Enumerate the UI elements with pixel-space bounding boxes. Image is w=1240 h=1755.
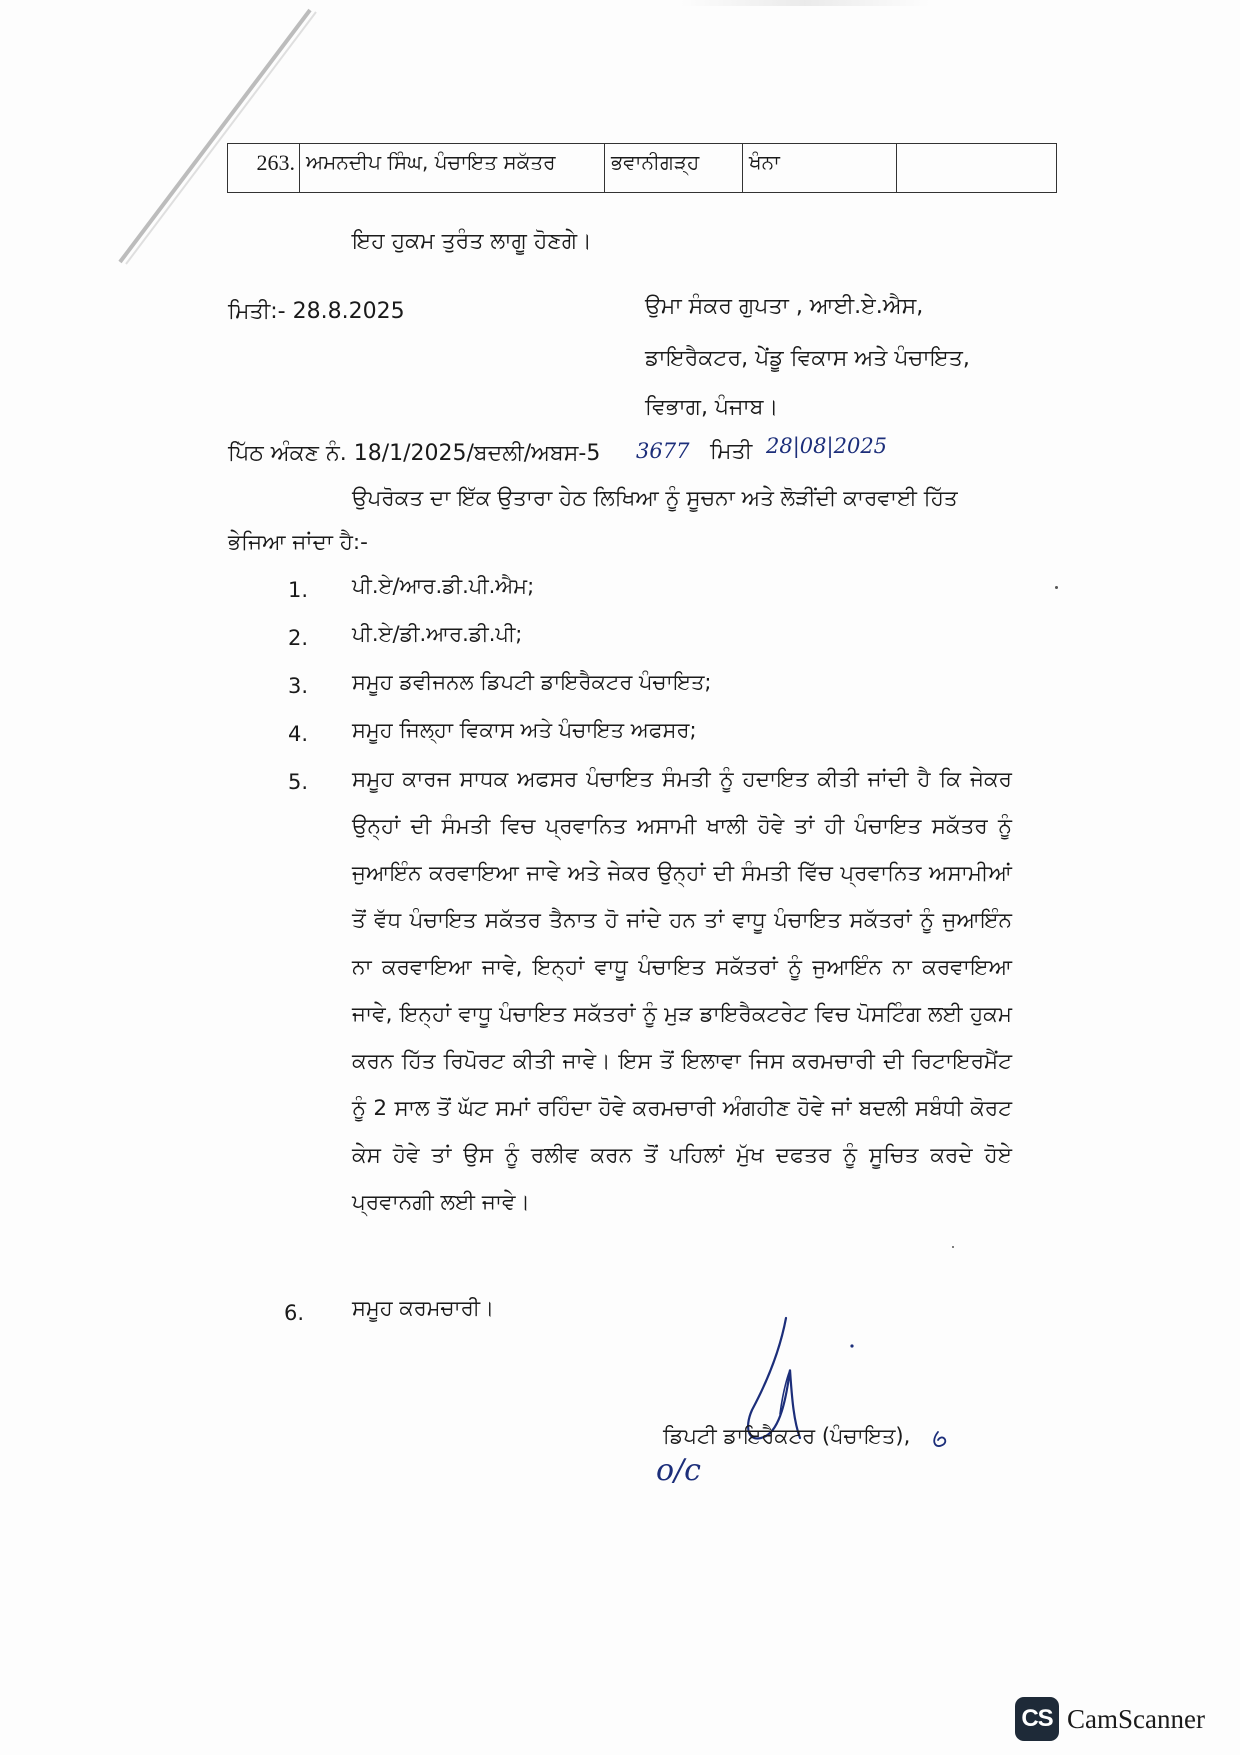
recipient-instruction-paragraph: ਸਮੂਹ ਕਾਰਜ ਸਾਧਕ ਅਫਸਰ ਪੰਚਾਇਤ ਸੰਮਤੀ ਨੂੰ ਹਦਾਇਤ ਕੀਤੀ ਜਾਂਦੀ ਹੈ ਕਿ ਜੇਕਰ ਉਨ੍ਹਾਂ ਦੀ ਸੰਮਤੀ ਵਿਚ ਪ੍ਰਵਾਨਿਤ ਅਸਾਮੀ ਖਾਲੀ ਹੋਵੇ ਤਾਂ ਹੀ ਪੰਚਾਇਤ ਸਕੱਤਰ ਨੂੰ ਜੁਆਇੰਨ ਕਰਵਾਇਆ ਜਾਵੇ ਅਤੇ ਜੇਕਰ ਉਨ੍ਹਾਂ ਦੀ ਸੰਮਤੀ ਵਿੱਚ ਪ੍ਰਵਾਨਿਤ ਅਸਾਮੀਆਂ ਤੋਂ ਵੱਧ ਪੰਚਾਇਤ ਸਕੱਤਰ ਤੈਨਾਤ ਹੋ ਜਾਂਦੇ ਹਨ ਤਾਂ ਵਾਧੂ ਪੰਚਾਇਤ ਸਕੱਤਰਾਂ ਨੂੰ ਜੁਆਇੰਨ ਨਾ ਕਰਵਾਇਆ ਜਾਵੇ, ਇਨ੍ਹਾਂ ਵਾਧੂ ਪੰਚਾਇਤ ਸਕੱਤਰਾਂ ਨੂੰ ਜੁਆਇੰਨ ਨਾ ਕਰਵਾਇਆ ਜਾਵੇ, ਇਨ੍ਹਾਂ ਵਾਧੂ ਪੰਚਾਇਤ ਸਕੱਤਰਾਂ ਨੂੰ ਮੁੜ ਡਾਇਰੈਕਟਰੇਟ ਵਿਚ ਪੋਸਟਿੰਗ ਲਈ ਹੁਕਮ ਕਰਨ ਹਿੱਤ ਰਿਪੋਰਟ ਕੀਤੀ ਜਾਵੇ। ਇਸ ਤੋਂ ਇਲਾਵਾ ਜਿਸ ਕਰਮਚਾਰੀ ਦੀ ਰਿਟਾਇਰਮੈਂਟ ਨੂੰ 2 ਸਾਲ ਤੋਂ ਘੱਟ ਸਮਾਂ ਰਹਿੰਦਾ ਹੋਵੇ ਕਰਮਚਾਰੀ ਅੰਗਹੀਣ ਹੋਵੇ ਜਾਂ ਬਦਲੀ ਸਬੰਧੀ ਕੋਰਟ ਕੇਸ ਹੋਵੇ ਤਾਂ ਉਸ ਨੂੰ ਰਲੀਵ ਕਰਨ ਤੋਂ ਪਹਿਲਾਂ ਮੁੱਖ ਦਫਤਰ ਨੂੰ ਸੂਚਿਤ ਕਰਦੇ ਹੋਏ ਪ੍ਰਵਾਨਗੀ ਲਈ ਜਾਵੇ। (352, 767, 1012, 1215)
signatory-designation: ਡਾਇਰੈਕਟਰ, ਪੇਂਡੂ ਵਿਕਾਸ ਅਤੇ ਪੰਚਾਇਤ, (645, 346, 970, 371)
closing-designation: ਡਿਪਟੀ ਡਾਇਰੈਕਟਰ (ਪੰਚਾਇਤ), (663, 1424, 911, 1448)
closing-handwritten-mark: o/c (656, 1453, 701, 1488)
table-cell-remarks (897, 144, 1056, 192)
order-date: ਮਿਤੀ:- 28.8.2025 (228, 299, 405, 324)
scan-speck (952, 1246, 954, 1248)
scan-edge-streak (40, 0, 340, 270)
scan-speck (1055, 586, 1058, 589)
recipient-number: 3. (288, 674, 309, 698)
endorsement-date-label: ਮਿਤੀ (710, 439, 753, 464)
recipient-text: ਪੀ.ਏ/ਆਰ.ਡੀ.ਪੀ.ਐਮ; (352, 574, 535, 598)
table-cell-name: ਅਮਨਦੀਪ ਸਿੰਘ, ਪੰਚਾਇਤ ਸਕੱਤਰ (300, 144, 605, 192)
recipient-text: ਪੀ.ਏ/ਡੀ.ਆਰ.ਡੀ.ਪੀ; (352, 622, 523, 646)
recipient-text: ਸਮੂਹ ਕਰਮਚਾਰੀ। (352, 1296, 495, 1320)
order-effective-line: ਇਹ ਹੁਕਮ ਤੁਰੰਤ ਲਾਗੂ ਹੋਣਗੇ। (352, 229, 592, 254)
recipient-number: 4. (288, 722, 309, 746)
table-cell-from: ਭਵਾਨੀਗੜ੍ਹ (605, 144, 743, 192)
signatory-name: ਉਮਾ ਸੰਕਰ ਗੁਪਤਾ , ਆਈ.ਏ.ਐਸ, (645, 294, 924, 319)
intro-line-continued: ਭੇਜਿਆ ਜਾਂਦਾ ਹੈ:- (228, 530, 368, 555)
intro-line: ਉਪਰੋਕਤ ਦਾ ਇੱਕ ਉਤਾਰਾ ਹੇਠ ਲਿਖਿਆ ਨੂੰ ਸੂਚਨਾ ਅਤੇ ਲੋੜੀਂਦੀ ਕਾਰਵਾਈ ਹਿੱਤ (352, 486, 958, 511)
transfer-table-row (227, 143, 1057, 193)
signatory-department: ਵਿਭਾਗ, ਪੰਜਾਬ। (645, 395, 779, 420)
recipient-number: 1. (288, 578, 309, 602)
camscanner-brand-name: CamScanner (1067, 1703, 1205, 1734)
recipient-number: 5. (288, 770, 309, 794)
camscanner-watermark (1015, 1697, 1205, 1741)
recipient-text: ਸਮੂਹ ਜਿਲ੍ਹਾ ਵਿਕਾਸ ਅਤੇ ਪੰਚਾਇਤ ਅਫਸਰ; (352, 718, 697, 742)
endorsement-number: ਪਿੱਠ ਅੰਕਣ ਨੰ. 18/1/2025/ਬਦਲੀ/ਅਬਸ-5 (228, 441, 601, 466)
recipient-text: ਸਮੂਹ ਡਵੀਜਨਲ ਡਿਪਟੀ ਡਾਇਰੈਕਟਰ ਪੰਚਾਇਤ; (352, 670, 712, 694)
camscanner-logo-icon: CS (1015, 1697, 1059, 1741)
table-cell-to: ਖੰਨਾ (743, 144, 897, 192)
scan-top-smudge (680, 0, 930, 6)
endorsement-handwritten-number: 3677 (636, 439, 690, 463)
recipient-number: 2. (288, 626, 309, 650)
table-cell-serial: 263. (228, 144, 300, 192)
recipient-number: 6. (284, 1301, 305, 1325)
endorsement-handwritten-date: 28|08|2025 (766, 434, 888, 458)
